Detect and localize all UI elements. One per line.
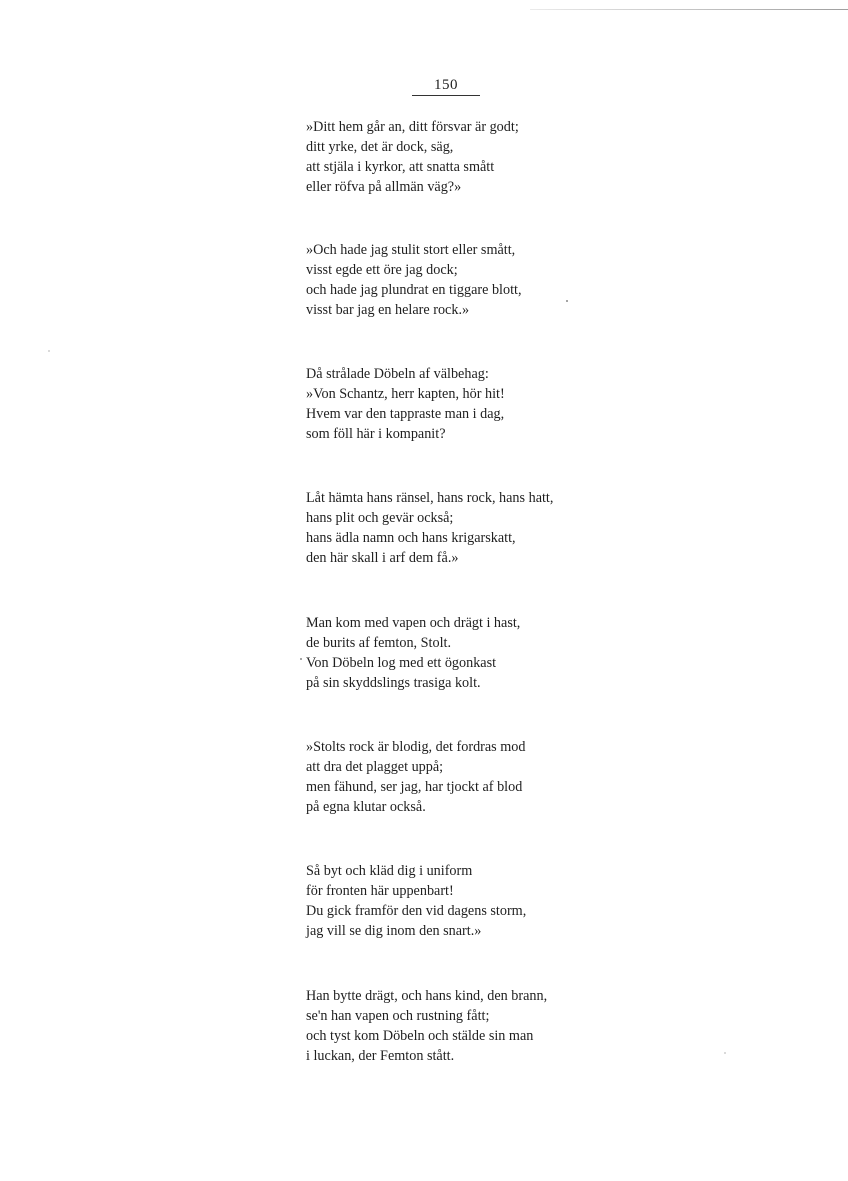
verse-line: Så byt och kläd dig i uniform [306, 863, 473, 879]
verse-line: i luckan, der Femton stått. [306, 1048, 455, 1064]
verse-line: Hvem var den tappraste man i dag, [306, 406, 505, 422]
verse-line: de burits af femton, Stolt. [306, 635, 452, 651]
verse-line: ditt yrke, det är dock, säg, [306, 139, 454, 155]
stanza-2 [306, 240, 522, 320]
stanza-1 [306, 117, 519, 197]
verse-line: att stjäla i kyrkor, att snatta smått [306, 159, 495, 175]
verse-line: och tyst kom Döbeln och stälde sin man [306, 1028, 534, 1044]
page-header [412, 76, 480, 96]
verse-line: »Stolts rock är blodig, det fordras mod [306, 739, 526, 755]
verse-line: hans plit och gevär också; [306, 510, 454, 526]
verse-line: visst bar jag en helare rock.» [306, 302, 470, 318]
verse-line: Man kom med vapen och drägt i hast, [306, 615, 521, 631]
stanza-6 [306, 737, 525, 817]
page-number-rule [412, 95, 480, 96]
scan-edge-line [530, 9, 848, 10]
verse-line: som föll här i kompanit? [306, 426, 446, 442]
page-number: 150 [434, 77, 458, 93]
verse-line: Han bytte drägt, och hans kind, den brann, [306, 988, 548, 1004]
scan-speck [566, 300, 568, 302]
scan-speck [300, 658, 302, 660]
verse-line: se'n han vapen och rustning fått; [306, 1008, 490, 1024]
stanza-8 [306, 986, 547, 1066]
verse-line: att dra det plagget uppå; [306, 759, 444, 775]
verse-line: »Ditt hem går an, ditt försvar är godt; [306, 119, 519, 135]
verse-line: Von Döbeln log med ett ögonkast [306, 655, 497, 671]
stanza-3 [306, 364, 505, 444]
stanza-7 [306, 861, 526, 941]
verse-line: för fronten här uppenbart! [306, 883, 454, 899]
verse-line: men fähund, ser jag, har tjockt af blod [306, 779, 523, 795]
verse-line: den här skall i arf dem få.» [306, 550, 459, 566]
verse-line: »Von Schantz, herr kapten, hör hit! [306, 386, 505, 402]
scan-speck [724, 1052, 726, 1054]
verse-line: Då strålade Döbeln af välbehag: [306, 366, 489, 382]
verse-line: Låt hämta hans ränsel, hans rock, hans hatt, [306, 490, 554, 506]
verse-line: »Och hade jag stulit stort eller smått, [306, 242, 516, 258]
scan-speck [48, 350, 50, 352]
verse-line: Du gick framför den vid dagens storm, [306, 903, 527, 919]
verse-line: på sin skyddslings trasiga kolt. [306, 675, 481, 691]
verse-line: eller röfva på allmän väg?» [306, 179, 462, 195]
verse-line: jag vill se dig inom den snart.» [306, 923, 482, 939]
verse-line: på egna klutar också. [306, 799, 426, 815]
verse-line: hans ädla namn och hans krigarskatt, [306, 530, 516, 546]
verse-line: och hade jag plundrat en tiggare blott, [306, 282, 522, 298]
verse-line: visst egde ett öre jag dock; [306, 262, 458, 278]
stanza-4 [306, 488, 553, 568]
stanza-5 [306, 613, 520, 693]
